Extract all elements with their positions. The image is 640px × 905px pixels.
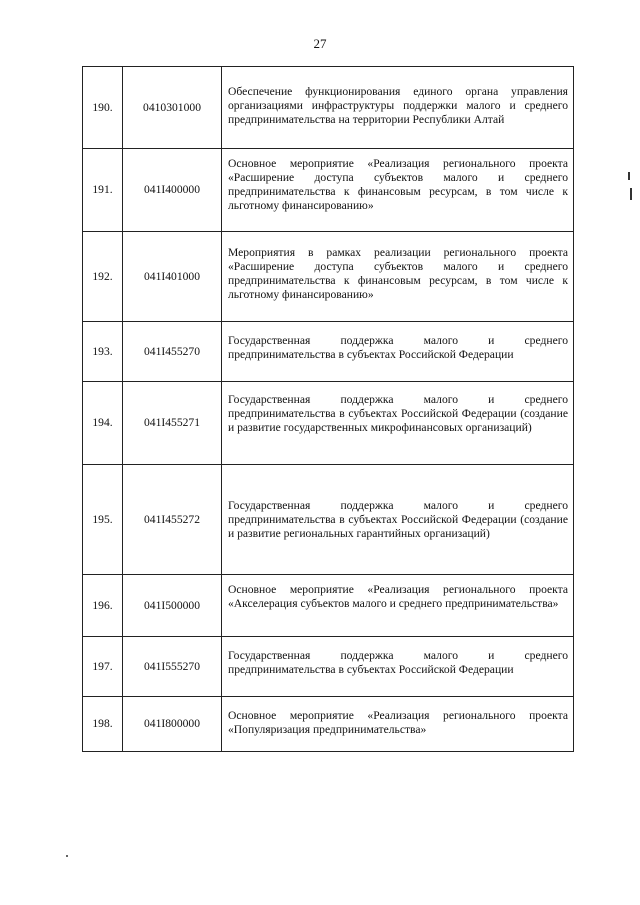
row-code: 041I555270 (123, 637, 222, 697)
row-number: 191. (83, 149, 123, 232)
table-row (83, 465, 574, 575)
row-description: Основное мероприятие «Реализация регионального проекта «Расширение доступа субъектов малого и среднего предпринимательства к финансовым ресурсам, в том числе к льготному финансированию» (222, 149, 574, 232)
row-description: Основное мероприятие «Реализация регионального проекта «Популяризация предпринимательства» (222, 697, 574, 752)
row-description: Государственная поддержка малого и среднего предпринимательства в субъектах Российской Федерации (222, 322, 574, 382)
row-code: 041I401000 (123, 232, 222, 322)
table-row (83, 382, 574, 465)
table-row (83, 697, 574, 752)
row-number: 197. (83, 637, 123, 697)
row-number: 192. (83, 232, 123, 322)
budget-code-table (82, 66, 574, 752)
scan-dot (66, 855, 68, 857)
row-code: 041I455271 (123, 382, 222, 465)
row-code: 041I400000 (123, 149, 222, 232)
page-number: 27 (313, 36, 327, 51)
row-number: 193. (83, 322, 123, 382)
row-description: Государственная поддержка малого и среднего предпринимательства в субъектах Российской Федерации (создание и развитие региональных гарантийных организаций) (222, 465, 574, 575)
row-description: Основное мероприятие «Реализация регионального проекта «Акселерация субъектов малого и среднего предпринимательства» (222, 575, 574, 637)
table-row (83, 637, 574, 697)
row-code: 0410301000 (123, 67, 222, 149)
row-number: 194. (83, 382, 123, 465)
row-description: Государственная поддержка малого и среднего предпринимательства в субъектах Российской Федерации (222, 637, 574, 697)
row-number: 196. (83, 575, 123, 637)
scan-margin-mark (630, 188, 632, 200)
row-code: 041I455270 (123, 322, 222, 382)
row-code: 041I800000 (123, 697, 222, 752)
row-code: 041I500000 (123, 575, 222, 637)
row-description: Мероприятия в рамках реализации регионального проекта «Расширение доступа субъектов малого и среднего предпринимательства к финансовым ресурсам, в том числе к льготному финансированию» (222, 232, 574, 322)
row-number: 190. (83, 67, 123, 149)
row-code: 041I455272 (123, 465, 222, 575)
scan-margin-mark (628, 172, 630, 180)
table-row (83, 575, 574, 637)
table-row (83, 322, 574, 382)
table-row (83, 149, 574, 232)
row-description: Обеспечение функционирования единого органа управления организациями инфраструктуры поддержки малого и среднего предпринимательства на территории Республики Алтай (222, 67, 574, 149)
row-number: 195. (83, 465, 123, 575)
table-row (83, 232, 574, 322)
row-description: Государственная поддержка малого и среднего предпринимательства в субъектах Российской Федерации (создание и развитие государственных микрофинансовых организаций) (222, 382, 574, 465)
table-row (83, 67, 574, 149)
row-number: 198. (83, 697, 123, 752)
